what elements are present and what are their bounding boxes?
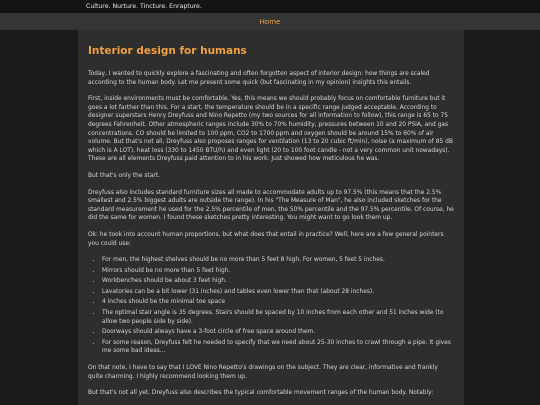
list-item: • Doorways should always have a 3-foot circle of free space around them. xyxy=(102,328,454,337)
list-item: • The optimal stair angle is 35 degrees. Stairs should be spaced by 10 inches from each other and 51 inches wide (to allow two people side by side). xyxy=(102,309,454,326)
list-item: • Lavatories can be a bit lower (31 inches) and tables even lower than that (about 28 inches). xyxy=(102,288,454,297)
article-paragraph: Ok: he took into account human proportions, but what does that entail in practice? Well, here are a few general pointers you could use: xyxy=(88,231,444,247)
site-tagline: Culture. Nurture. Tincture. Enrapture. xyxy=(86,3,202,10)
article-paragraph: First, inside environments must be comfortable. Yes, this means we should probably focus on comfortable furniture but it goes a lot farther than this. For a start, the temperature should be in a specific range judged acceptable. According to designer superstars Henry Dreyfuss and Nino Repetto (my two sources for all information to follow), this range is 65 to 75 degrees Fahrenheit. Other atmospheric ranges include 30% to 70% humidity, pressures between 10 and 20 PSIA, and gas concentrations. CO should be limited to 100 ppm, CO2 to 1700 ppm and oxygen should be around 15% to 60% of air volume. But that's not all, Dreyfuss also proposes ranges for ventilation (13 to 20 cubic ft/min), noise (a maximum of 85 dB which is A LOT), heat loss (330 to 1450 BTU/h) and even light (20 to 100 foot candle - not a very common unit nowadays). These are all elements Dreyfuss paid attention to in his work. Just showed how meticulous he was. xyxy=(88,96,453,163)
main-nav xyxy=(0,13,540,30)
nav-home-link[interactable]: Home xyxy=(259,17,281,26)
list-item: • For men, the highest shelves should be no more than 5 feet 8 high. For women, 5 feet 5 inches. xyxy=(102,256,454,265)
list-item: • Workbenches should be about 3 feet high. xyxy=(102,277,454,286)
article-paragraph: But that's not all yet. Dreyfuss also describes the typical comfortable movement ranges of the human body. Notably: xyxy=(88,390,434,397)
site-tagline-bar xyxy=(0,0,540,13)
article-paragraph: Today, I wanted to quickly explore a fascinating and often forgotten aspect of interior design: how things are scaled according to the human body. Let me present some quick (but fascinating in my opinion) insights this entails. xyxy=(88,71,430,86)
article-container xyxy=(78,30,464,405)
list-item: • For some reason, Dreyfuss felt he needed to specify that we need about 25-30 inches to crawl through a pipe. It gives me some bad ideas... xyxy=(102,339,454,356)
article-content xyxy=(78,30,464,398)
article-paragraph: But that's only the start. xyxy=(88,172,160,179)
article-paragraph: Dreyfuss also includes standard furniture sizes all made to accommodate adults up to 97.5% (this means that the 2.5% smallest and 2.5% biggest adults are outside the range). In his "The Measure of Man", he also included sketches for the standard measurement he used for the 2.5% percentile of men, the 50% percentile and the 97.5% percentile. Of course, he did the same for women. I found these sketches pretty interesting. You might want to go look them up. xyxy=(88,189,454,222)
pointers-list xyxy=(88,256,454,356)
list-item: • 4 inches should be the minimal toe space xyxy=(102,298,454,307)
article-paragraph: On that note, I have to say that I LOVE Nino Repetto's drawings on the subject. They are clear, informative and frankly quite charming. I highly recommend looking them up. xyxy=(88,365,438,380)
list-item: • Mirrors should be no more than 5 feet high. xyxy=(102,267,454,276)
article-title: Interior design for humans xyxy=(88,45,247,57)
